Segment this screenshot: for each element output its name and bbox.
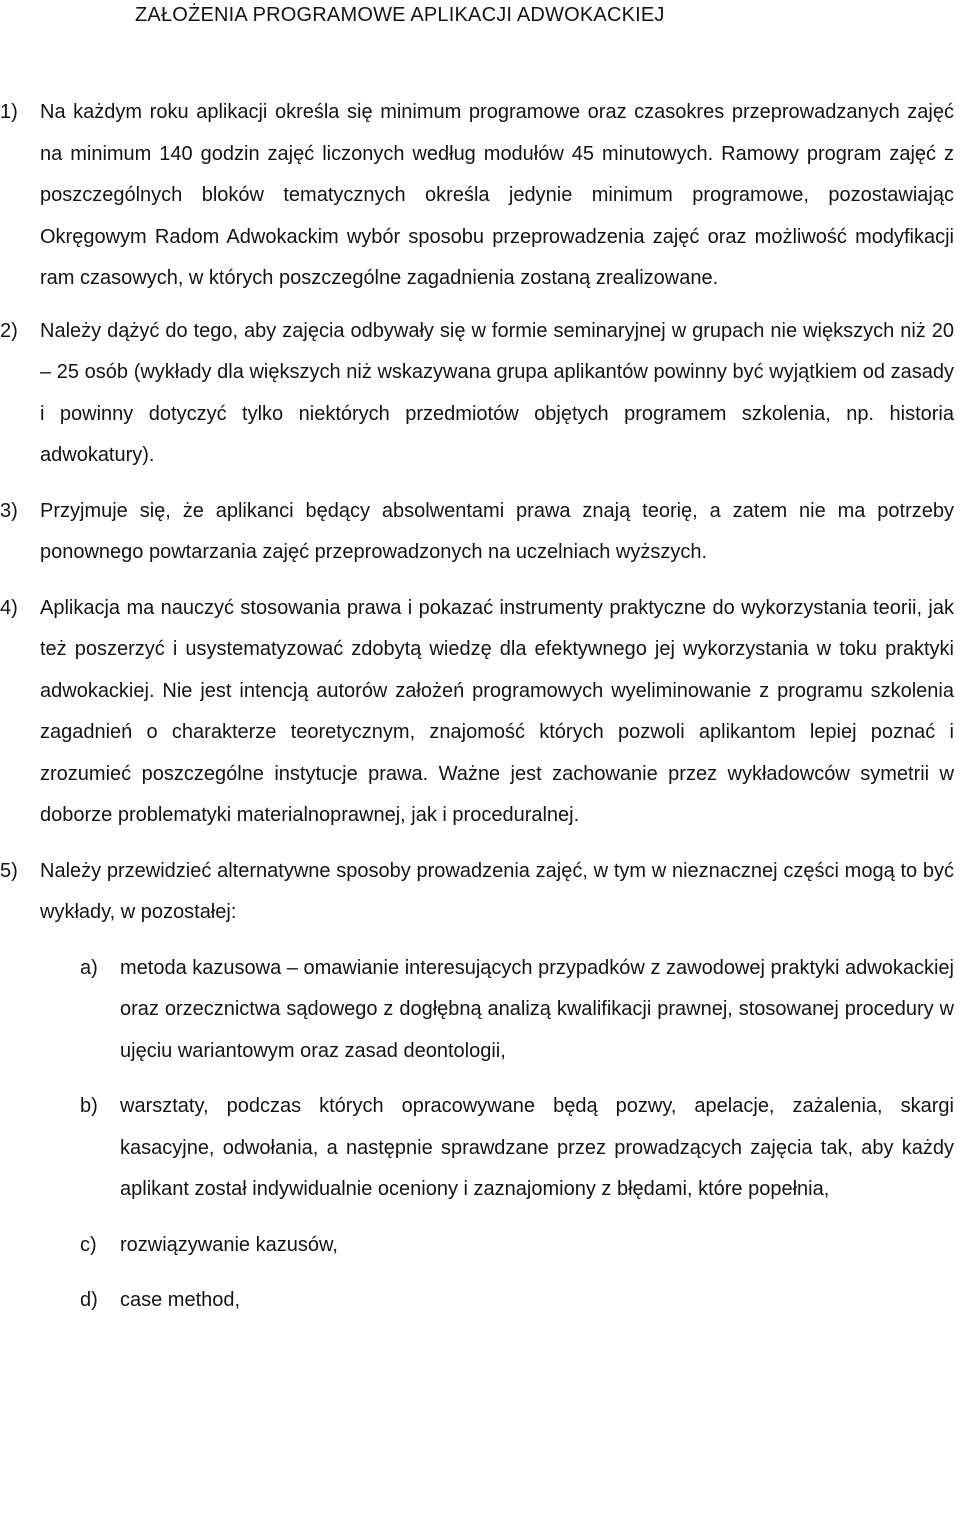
principles-list [0, 92, 954, 1322]
list-item-3 [0, 491, 954, 574]
item-text: Należy dążyć do tego, aby zajęcia odbywały się w formie seminaryjnej w grupach nie większych niż 20 – 25 osób (wykłady dla większych niż wskazywana grupa aplikantów powinny być wyjątkiem od zasady i powinny dotyczyć tylko niektórych przedmiotów objętych programem szkolenia, np. historia adwokatury). [40, 319, 954, 466]
sublist-item-c [0, 1225, 954, 1267]
subitem-text: metoda kazusowa – omawianie interesujących przypadków z zawodowej praktyki adwokackiej oraz orzecznictwa sądowego z dogłębną analizą kwalifikacji prawnej, stosowanej procedury w ujęciu wariantowym oraz zasad deontologii, [120, 956, 954, 1062]
item-number: 1) [0, 101, 18, 123]
subitem-text: case method, [120, 1289, 241, 1311]
item-text: Aplikacja ma nauczyć stosowania prawa i pokazać instrumenty praktyczne do wykorzystania teorii, jak też poszerzyć i usystematyzować zdobytą wiedzę dla efektywnego jej wykorzystania w toku praktyki adwokackiej. Nie jest intencją autorów założeń programowych wyeliminowanie z programu szkolenia zagadnień o charakterze teoretycznym, znajomość których pozwoli aplikantom lepiej poznać i zrozumieć poszczególne instytucje prawa. Ważne jest zachowanie przez wykładowców symetrii w doborze problematyki materialnoprawnej, jak i proceduralnej. [40, 596, 954, 826]
subitem-text: rozwiązywanie kazusów, [120, 1233, 338, 1256]
list-item-2 [0, 311, 954, 477]
sublist-item-d [0, 1280, 954, 1322]
item-number: 5) [0, 859, 18, 882]
list-item-1 [0, 92, 954, 300]
item-number: 2) [0, 319, 18, 342]
subitem-letter: b) [80, 1095, 98, 1117]
methods-sublist [40, 948, 954, 1322]
item-text: Na każdym roku aplikacji określa się minimum programowe oraz czasokres przeprowadzanych zajęć na minimum 140 godzin zajęć liczonych według modułów 45 minutowych. Ramowy program zajęć z poszczególnych bloków tematycznych określa jedynie minimum programowe, pozostawiając Okręgowym Radom Adwokackim wybór sposobu przeprowadzenia zajęć oraz możliwość modyfikacji ram czasowych, w których poszczególne zagadnienia zostaną zrealizowane. [40, 101, 954, 289]
subitem-letter: d) [80, 1289, 98, 1311]
subitem-letter: c) [80, 1233, 97, 1256]
sublist-item-b [0, 1086, 954, 1211]
subitem-text: warsztaty, podczas których opracowywane będą pozwy, apelacje, zażalenia, skargi kasacyjne, odwołania, a następnie sprawdzane przez prowadzących zajęcia tak, aby każdy aplikant został indywidualnie oceniony i zaznajomiony z błędami, które popełnia, [120, 1095, 954, 1200]
list-item-4 [0, 588, 954, 837]
item-number: 3) [0, 499, 18, 522]
item-text: Należy przewidzieć alternatywne sposoby prowadzenia zajęć, w tym w nieznacznej części mogą to być wykłady, w pozostałej: [40, 859, 954, 923]
subitem-letter: a) [80, 956, 98, 979]
document-title: ZAŁOŻENIA PROGRAMOWE APLIKACJI ADWOKACKIEJ [135, 4, 665, 26]
sublist-item-a [0, 948, 954, 1073]
list-item-5 [0, 851, 954, 1322]
item-text: Przyjmuje się, że aplikanci będący absolwentami prawa znają teorię, a zatem nie ma potrzeby ponownego powtarzania zajęć przeprowadzonych na uczelniach wyższych. [40, 499, 954, 563]
item-number: 4) [0, 596, 18, 619]
